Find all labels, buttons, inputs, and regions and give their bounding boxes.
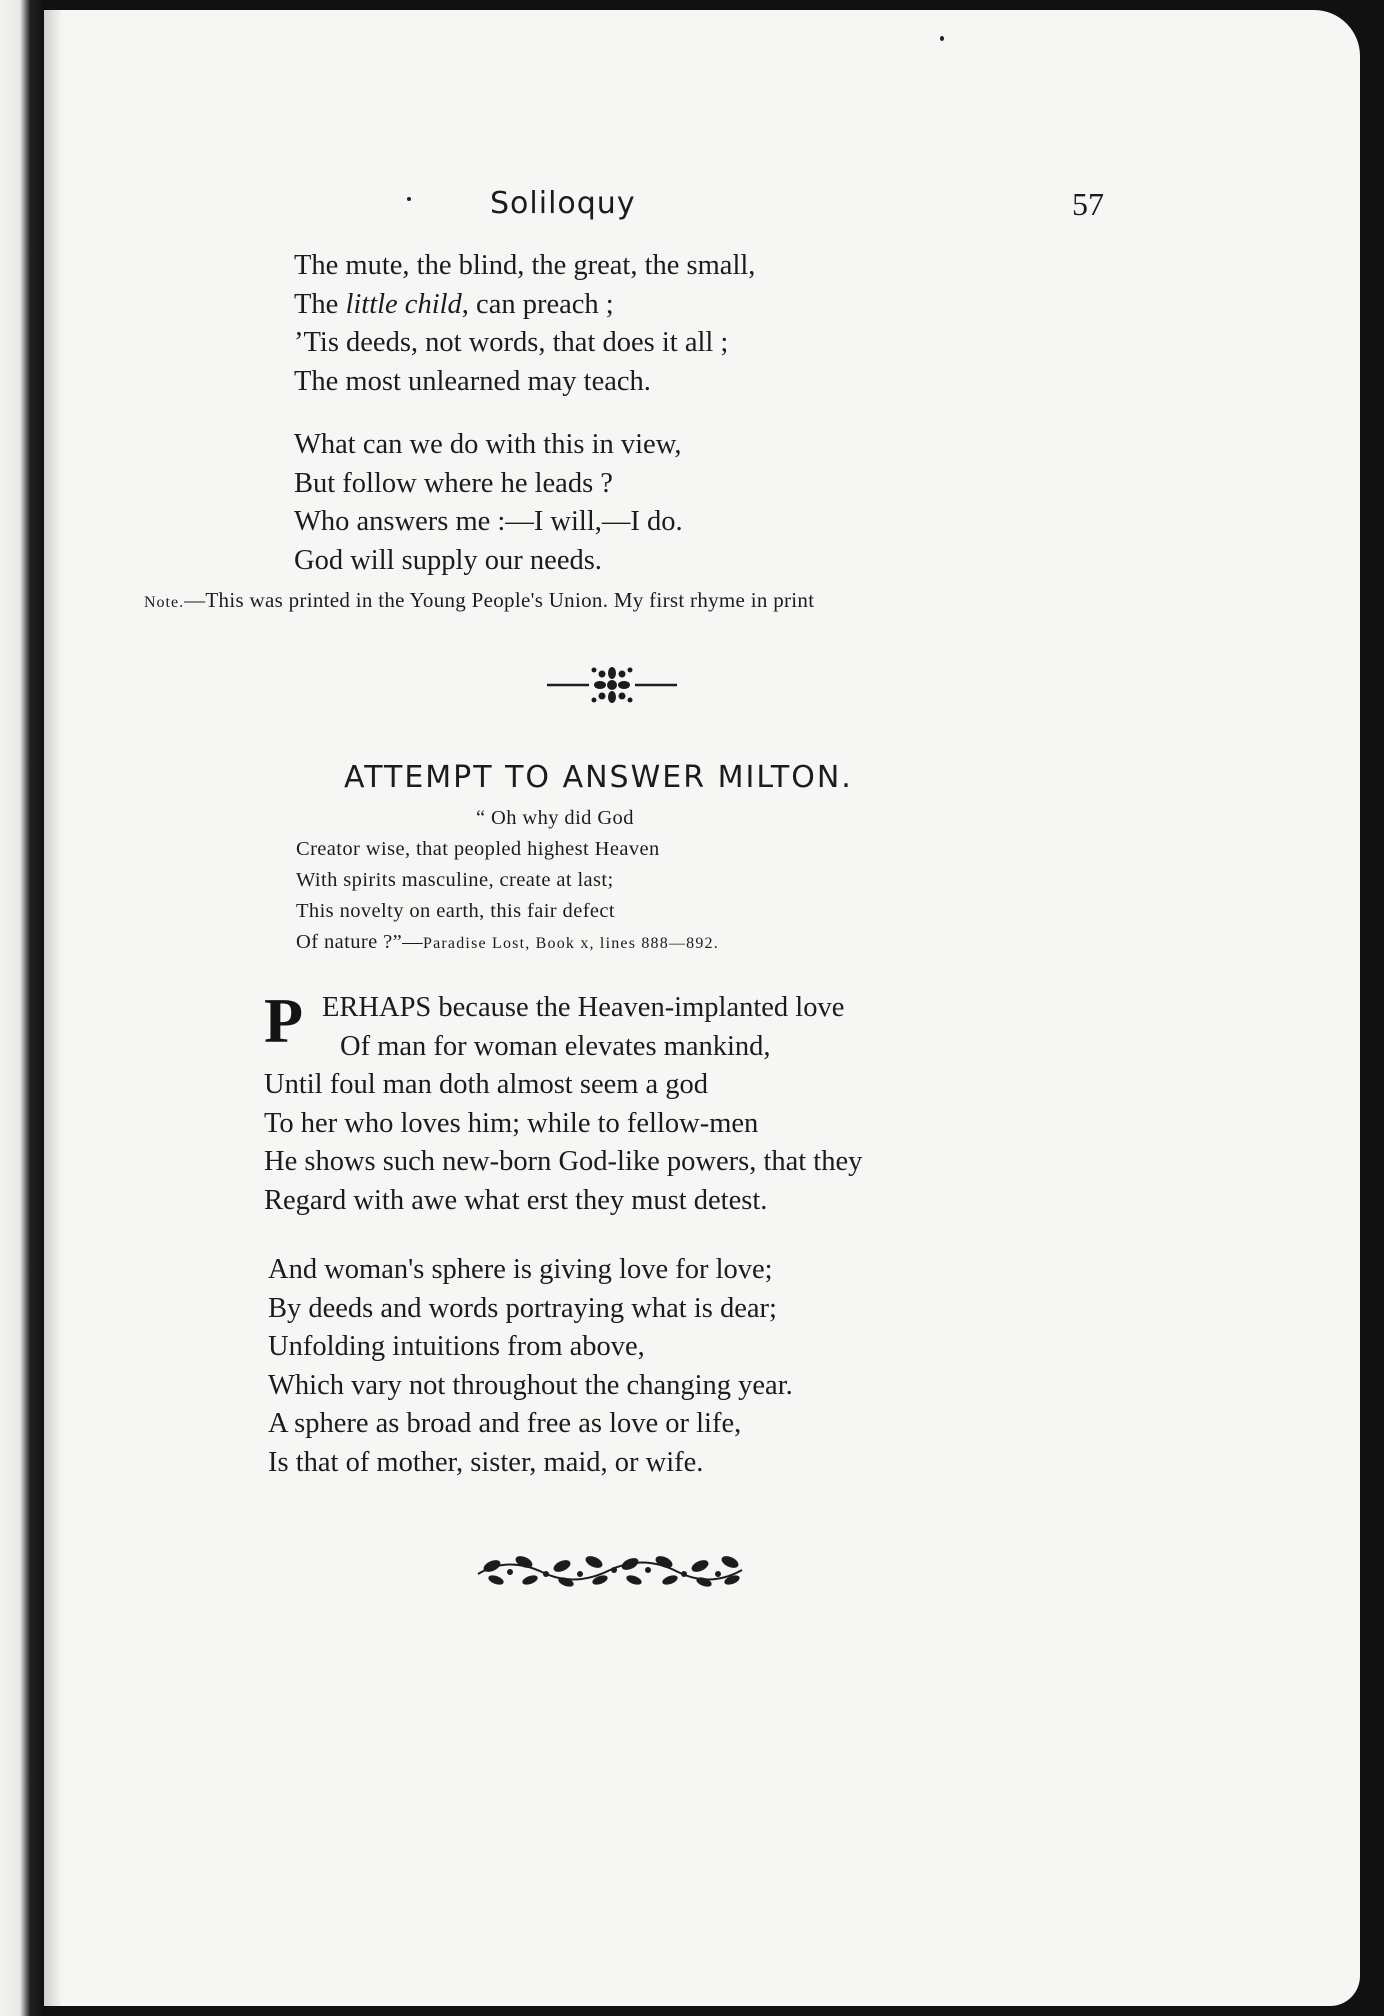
poem-line: By deeds and words portraying what is dear; xyxy=(268,1292,777,1324)
facing-page-edge xyxy=(0,0,44,2016)
stanza-2 xyxy=(294,426,683,580)
epigraph-line xyxy=(296,927,719,959)
poem-line: He shows such new-born God-like powers, that they xyxy=(264,1146,863,1177)
poem-line: And woman's sphere is giving love for love; xyxy=(268,1254,773,1285)
print-speck xyxy=(940,36,944,41)
poem-line: The mute, the blind, the great, the small, xyxy=(294,250,756,281)
poem-line: Is that of mother, sister, maid, or wife. xyxy=(268,1446,704,1478)
epigraph-citation: Paradise Lost, Book x, lines 888—892. xyxy=(423,935,719,952)
poem-line: Unfolding intuitions from above, xyxy=(268,1331,645,1362)
line-fragment: The xyxy=(294,288,346,320)
running-title: Soliloquy xyxy=(490,186,636,221)
poem-line: God will supply our needs. xyxy=(294,544,602,576)
poem-title: ATTEMPT TO ANSWER MILTON. xyxy=(344,760,853,795)
poem-line: To her who loves him; while to fellow-men xyxy=(264,1107,759,1139)
epigraph-line: Creator wise, that peopled highest Heaven xyxy=(296,838,660,860)
line-fragment: , can preach ; xyxy=(461,288,614,320)
leaf-vine-ornament xyxy=(474,1548,746,1599)
poem-line: Until foul man doth almost seem a god xyxy=(264,1069,709,1100)
poem-line: The most unlearned may teach. xyxy=(294,365,651,397)
epigraph-line: “ Oh why did God xyxy=(476,807,634,829)
epigraph-line: With spirits masculine, create at last; xyxy=(296,869,614,891)
drop-cap: P xyxy=(264,985,304,1056)
poem-line: But follow where he leads ? xyxy=(294,467,613,499)
poem-line xyxy=(294,286,755,325)
poem-line: Who answers me :—I will,—I do. xyxy=(294,506,683,537)
poem-line: ERHAPS because the Heaven-implanted love xyxy=(322,992,845,1023)
stanza-3 xyxy=(264,985,863,1220)
stanza-1 xyxy=(294,247,755,401)
poem-line: ’Tis deeds, not words, that does it all ; xyxy=(294,327,729,358)
epigraph-line: This novelty on earth, this fair defect xyxy=(296,900,616,922)
poem-line: A sphere as broad and free as love or life, xyxy=(268,1408,742,1439)
epigraph xyxy=(296,834,719,959)
epigraph-fragment: Of nature ?”— xyxy=(296,931,423,953)
floral-divider-ornament xyxy=(545,660,679,715)
poem-line: Regard with awe what erst they must detest. xyxy=(264,1184,768,1216)
poem-line: What can we do with this in view, xyxy=(294,429,682,460)
page-number: 57 xyxy=(1072,186,1104,222)
footnote xyxy=(144,588,814,613)
print-speck xyxy=(407,197,411,201)
poem-line: Which vary not throughout the changing year. xyxy=(268,1369,793,1401)
note-label: Note. xyxy=(144,594,185,611)
stanza-4 xyxy=(268,1251,793,1482)
poem-line: Of man for woman elevates mankind, xyxy=(340,1030,771,1062)
gutter-shadow xyxy=(44,10,62,2006)
note-text: —This was printed in the Young People's Union. My first rhyme in print xyxy=(184,588,815,612)
italic-phrase: little child xyxy=(345,288,462,320)
